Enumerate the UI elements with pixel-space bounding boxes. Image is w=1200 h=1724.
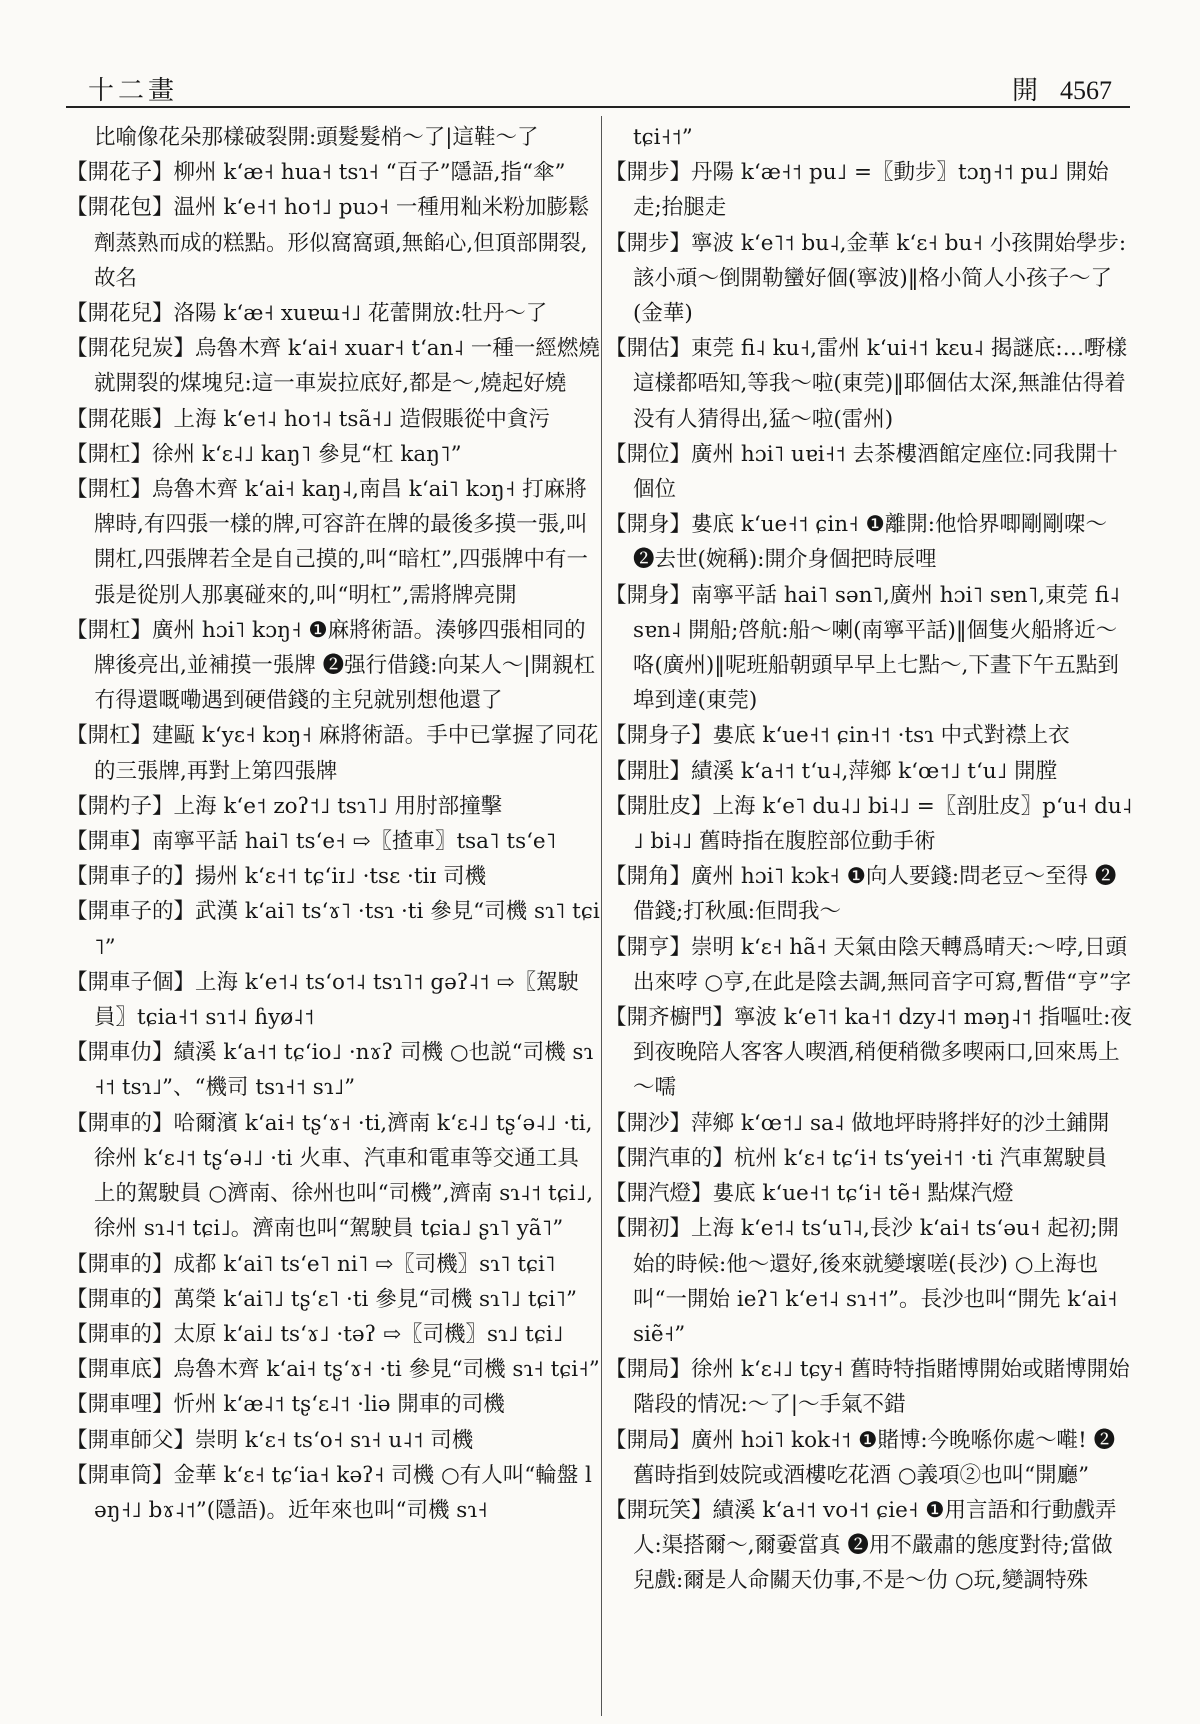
- dictionary-entry: 【開玩笑】績溪 kʻa˧˦ vo˧˦ ɕie˧ ❶用言語和行動戲弄人:渠搭爾～,爾嫑當真 ❷用不嚴肅的態度對待;當做兒戲:爾是人命關天仂事,不是～仂 ○玩,變調特殊: [605, 1497, 1117, 1594]
- dictionary-entry: 【開步】丹陽 kʻæ˧˦ pu˩ =〖動步〗tɔŋ˧˦ pu˩ 開始走;抬腿走: [605, 160, 1109, 221]
- dictionary-entry: 【開步】寧波 kʻe˥˦ bu˨,金華 kʻɛ˧ bu˧ 小孩開始學步:該小頑～倒開勒蠻好個(寧波)‖格小简人小孩子～了(金華): [605, 230, 1127, 327]
- dictionary-entry: 【開杠】徐州 kʻɛ˨˩ kaŋ˥ 參見“杠 kaŋ˥”: [66, 441, 462, 467]
- dictionary-entry: 【開車底】烏魯木齊 kʻai˧ tʂʻɤ˧ ·ti 參見“司機 sɿ˧ tɕi˧”: [66, 1357, 600, 1383]
- dictionary-entry: 【開位】廣州 hɔi˥ uɐi˧˦ 去茶樓酒館定座位:同我開十個位: [605, 441, 1118, 503]
- dictionary-entry: 【開車的】哈爾濱 kʻai˧ tʂʻɤ˧ ·ti,濟南 kʻɛ˨˩ tʂʻə˨˩ ·ti,徐州 kʻɛ˨˦ tʂʻə˨˩ ·ti 火車、汽車和電車等交通工具上的駕駛員 ○濟南、徐州也叫“司機”,濟南 sɿ˨˦ tɕi˩,徐州 sɿ˨˦ tɕi˩。濟南也叫“駕駛員 tɕia˩ ʂɿ˥ yã˥”: [66, 1110, 594, 1242]
- dictionary-entry: 【開車】南寧平話 hai˥ tsʻe˧ ⇨〖揸車〗tsa˥ tsʻe˥: [66, 829, 557, 855]
- dictionary-entry: 【開身子】婁底 kʻue˧˦ ɕin˧˦ ·tsɿ 中式對襟上衣: [605, 723, 1070, 749]
- dictionary-entry: 【開身】南寧平話 hai˥ sən˥,廣州 hɔi˥ sɐn˥,東莞 fi˨ sɐn˨ 開船;啓航:船～喇(南寧平話)‖個隻火船將近～咯(廣州)‖呢班船朝頭早早上七點～,下晝下午五點到埠到達(東莞): [605, 582, 1120, 714]
- right-column-continuation: tɕi˧˦”: [633, 125, 693, 150]
- dictionary-entry: 【開局】徐州 kʻɛ˨˩ tɕy˧ 舊時特指賭博開始或賭博開始階段的情况:～了|～手氣不錯: [605, 1357, 1130, 1418]
- dictionary-entry: 【開車仂】績溪 kʻa˧˦ tɕʻio˩ ·nɤʔ 司機 ○也説“司機 sɿ˧˦ tsɿ˩”、“機司 tsɿ˧˦ sɿ˩”: [66, 1040, 594, 1101]
- section-label: 十二畫: [88, 76, 179, 106]
- dictionary-entry: 【開花兒】洛陽 kʻæ˧ xuɐɯ˧˩ 花蕾開放:牡丹～了: [66, 301, 548, 327]
- dictionary-entry: 【開杠】建甌 kʻyɛ˧ kɔŋ˧ 麻將術語。手中已掌握了同花的三張牌,再對上第四張牌: [66, 723, 599, 784]
- dictionary-entry: 【開車子的】揚州 kʻɛ˧˦ tɕʻiɪ˩ ·tsɛ ·tiɪ 司機: [66, 864, 487, 890]
- dictionary-entry: 【開初】上海 kʻe˦˨ tsʻu˥˨,長沙 kʻai˧ tsʻəu˧ 起初;開始的時候:他～還好,後來就變壞嗟(長沙) ○上海也叫“一開始 ieʔ˥ kʻe˦˨ sɿ˧˦”。長沙也叫“開先 kʻai˧ siẽ˧”: [605, 1216, 1119, 1347]
- header-rule: [66, 106, 1130, 108]
- dictionary-entry: 【開車的】萬榮 kʻai˥˩ tʂʻɛ˥ ·ti 參見“司機 sɿ˥˩ tɕi˥”: [66, 1286, 577, 1312]
- dictionary-entry: 【開局】廣州 hɔi˥ kok˧˦ ❶賭博:今晚喺你處～嚡! ❷舊時指到妓院或酒樓吃花酒 ○義項②也叫“開廳”: [605, 1427, 1116, 1488]
- dictionary-entry: 【開亨】崇明 kʻɛ˧ hã˧ 天氣由陰天轉爲晴天:～哱,日頭出來哱 ○亨,在此是陰去調,無同音字可寫,暫借“亨”字: [605, 934, 1132, 995]
- dictionary-entry: 【開杓子】上海 kʻe˦ zoʔ˦˩ tsɿ˥˩ 用肘部撞擊: [66, 793, 503, 819]
- dictionary-entry: 【開車的】成都 kʻai˥ tsʻe˥ ni˥ ⇨〖司機〗sɿ˥ tɕi˥: [66, 1251, 556, 1277]
- dictionary-entry: 【開車哩】忻州 kʻæ˨˦ tʂʻɛ˨˦ ·liə 開車的司機: [66, 1392, 505, 1418]
- dictionary-entry: 【開車子個】上海 kʻe˦˨ tsʻo˦˨ tsɿ˥˦ gəʔ˨˦ ⇨〖駕駛員〗tɕia˧˦ sɿ˦˨ ɦyø˨˦: [66, 969, 579, 1031]
- dictionary-entry: 【開汽燈】婁底 kʻue˧˦ tɕʻi˧ tẽ˧ 點煤汽燈: [605, 1181, 1014, 1207]
- dictionary-entry: 【開車子的】武漢 kʻai˥ tsʻɤ˥ ·tsɿ ·ti 參見“司機 sɿ˥ tɕi˥”: [66, 899, 600, 960]
- dictionary-entry: 【開身】婁底 kʻue˧˦ ɕin˧ ❶離開:他恰界唧剛剛㗎～ ❷去世(婉稱):開介身個把時辰哩: [605, 512, 1108, 573]
- dictionary-entry: 【開車師父】崇明 kʻɛ˧ tsʻo˧ sɿ˧ u˨˦ 司機: [66, 1427, 474, 1453]
- dictionary-entry: 【開花包】温州 kʻe˧˦ ho˦˩ puɔ˧ 一種用籼米粉加膨鬆劑蒸熟而成的糕點。形似窩窩頭,無餡心,但頂部開裂,故名: [66, 195, 590, 291]
- dictionary-entry: 【開車筒】金華 kʻɛ˧ tɕʻia˧ kəʔ˧ 司機 ○有人叫“輪盤 ləŋ˧˩ bɤ˨˦”(隱語)。近年來也叫“司機 sɿ˧: [66, 1462, 592, 1523]
- dictionary-entry: 【開齐櫥門】寧波 kʻe˥˦ ka˧˦ dzy˨˦ məŋ˨˦ 指嘔吐:夜到夜晚陪人客客人喫酒,稍便稍微多喫兩口,回來馬上～嚅: [605, 1005, 1132, 1101]
- page-number: 4567: [1060, 76, 1112, 105]
- column-divider: [601, 116, 602, 1716]
- dictionary-entry: 【開角】廣州 hɔi˥ kɔk˧ ❶向人要錢:問老豆～至得 ❷借錢;打秋風:佢問我～: [605, 864, 1117, 925]
- right-column: [605, 120, 1133, 1599]
- dictionary-entry: 【開杠】廣州 hɔi˥ kɔŋ˧ ❶麻將術語。湊够四張相同的牌後亮出,並補摸一張牌 ❷强行借錢:向某人～|開親杠冇得還嘅嘞遇到硬借錢的主兒就别想他還了: [66, 617, 596, 714]
- dictionary-entry: 【開估】東莞 fi˨ ku˧,雷州 kʻui˧˦ kɛu˨ 揭謎底:…嘢樣這樣都唔知,等我～啦(東莞)‖耶個估太深,無誰估得着没有人猜得出,猛～啦(雷州): [605, 336, 1128, 432]
- dictionary-entry: 【開汽車的】杭州 kʻɛ˧ tɕʻi˧ tsʻyei˧˦ ·ti 汽車駕駛員: [605, 1145, 1108, 1171]
- dictionary-entry: 【開車的】太原 kʻai˩ tsʻɤ˩ ·təʔ ⇨〖司機〗sɿ˩ tɕi˩: [66, 1321, 564, 1347]
- page-header-right: [1012, 70, 1112, 107]
- dictionary-entry: 【開花兒炭】烏魯木齊 kʻai˧ xuar˧ tʻan˨ 一種一經燃燒就開裂的煤塊兒:這一車炭拉底好,都是～,燒起好燒: [66, 336, 600, 397]
- dictionary-entry: 【開花賬】上海 kʻe˦˨ ho˦˨ tsã˧˩ 造假賬從中貪污: [66, 406, 550, 432]
- dictionary-entry: 【開肚皮】上海 kʻe˥ du˨˩ bi˨˩ =〖剖肚皮〗pʻu˧ du˨˩ bi˨˩ 舊時指在腹腔部位動手術: [605, 793, 1133, 855]
- header-char: 開: [1011, 76, 1038, 106]
- dictionary-entry: 【開花子】柳州 kʻæ˧ hua˧ tsɿ˧ “百子”隱語,指“傘”: [66, 160, 566, 186]
- left-column-continuation: 比喻像花朵那樣破裂開:頭髮髮梢～了|這鞋～了: [94, 125, 539, 150]
- left-column: [66, 120, 600, 1528]
- dictionary-entry: 【開杠】烏魯木齊 kʻai˧ kaŋ˨,南昌 kʻai˥ kɔŋ˧ 打麻將牌時,有四張一樣的牌,可容許在牌的最後多摸一張,叫開杠,四張牌若全是自己摸的,叫“暗杠”,四張牌中有一張是從別人那裏碰來的,叫“明杠”,需將牌亮開: [66, 477, 588, 608]
- dictionary-entry: 【開沙】萍鄉 kʻœ˦˩ sa˨ 做地坪時將拌好的沙土鋪開: [605, 1110, 1110, 1136]
- dictionary-entry: 【開肚】績溪 kʻa˧˦ tʻu˨,萍鄉 kʻœ˦˩ tʻu˩ 開膛: [605, 758, 1058, 784]
